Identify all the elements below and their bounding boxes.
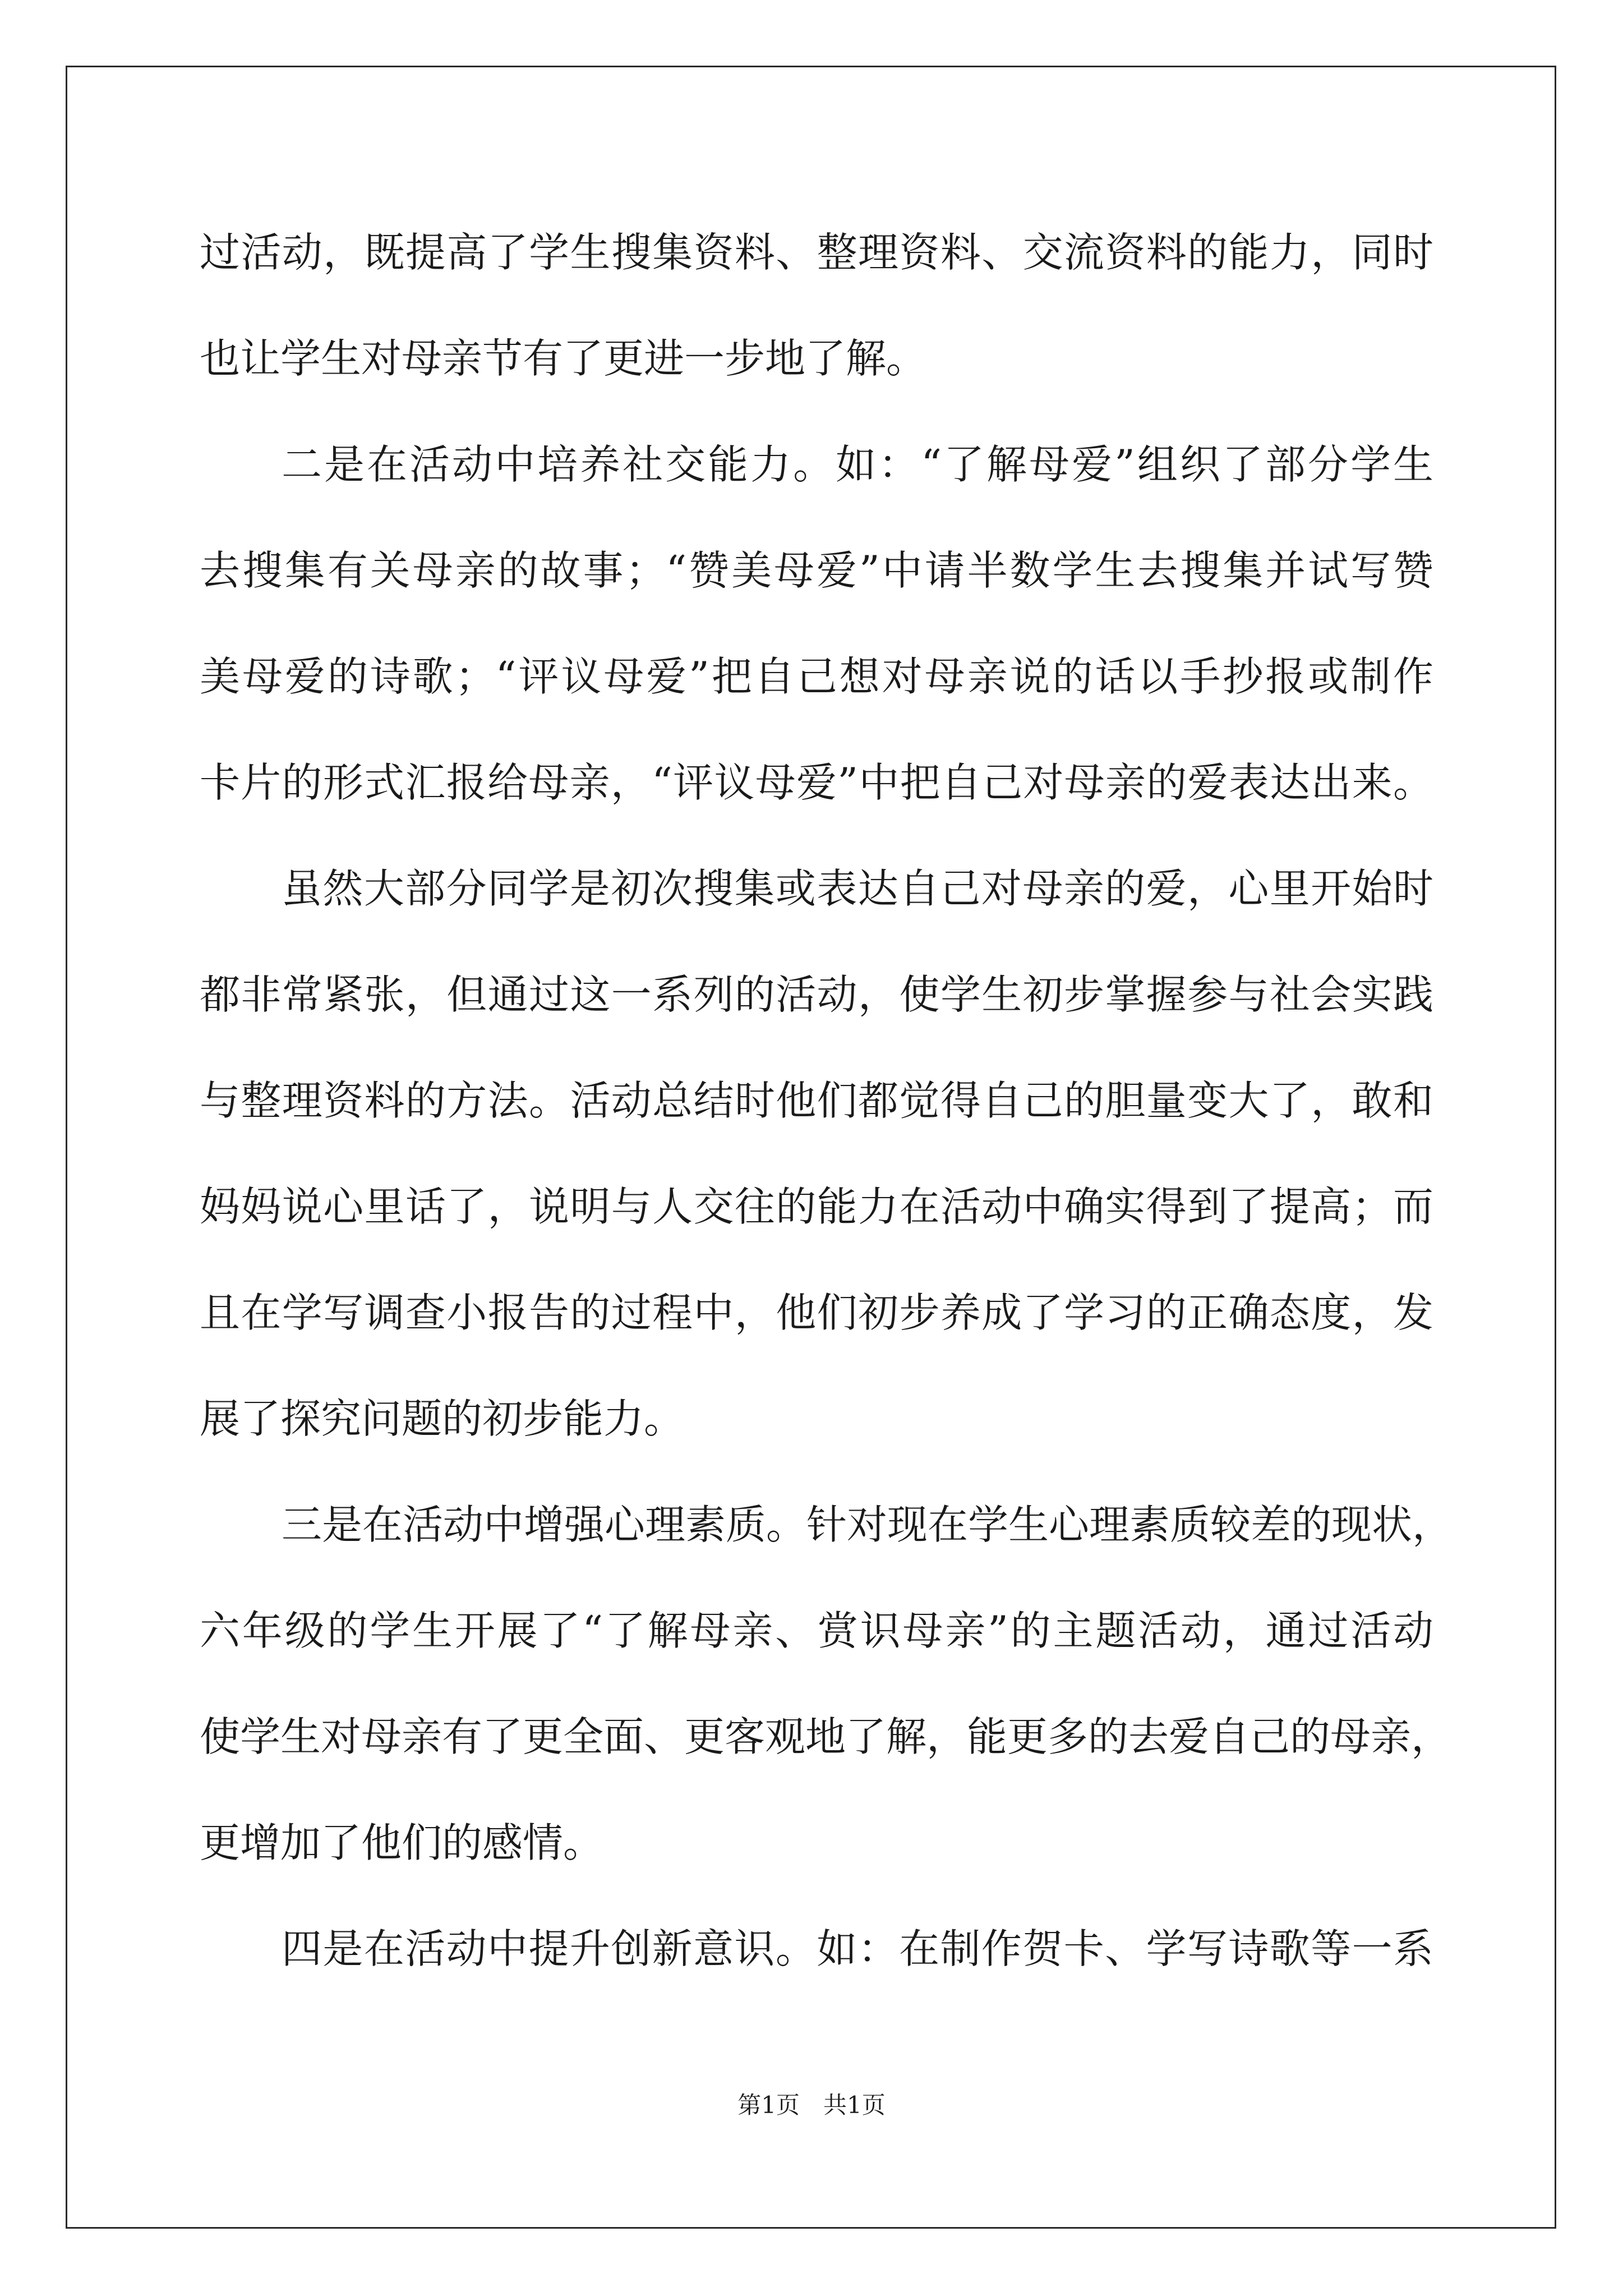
text-line: 也让学生对母亲节有了更进一步地了解。 [200, 335, 927, 382]
text-line: 六年级的学生开展了“了解母亲、赏识母亲”的主题活动，通过活动 [200, 1607, 1433, 1654]
text-line: 过活动，既提高了学生搜集资料、整理资料、交流资料的能力，同时 [200, 229, 1433, 276]
text-line: 且在学写调查小报告的过程中，他们初步养成了学习的正确态度，发 [200, 1289, 1433, 1336]
text-line: 去搜集有关母亲的故事；“赞美母爱”中请半数学生去搜集并试写赞 [200, 547, 1433, 594]
text-line: 卡片的形式汇报给母亲，“评议母爱”中把自己对母亲的爱表达出来。 [200, 759, 1433, 806]
text-line: 更增加了他们的感情。 [200, 1819, 604, 1866]
page-number: 第1页 共1页 [737, 2091, 886, 2119]
text-line: 虽然大部分同学是初次搜集或表达自己对母亲的爱，心里开始时 [282, 865, 1433, 912]
page-footer [0, 2087, 1623, 2120]
text-line: 与整理资料的方法。活动总结时他们都觉得自己的胆量变大了，敢和 [200, 1077, 1433, 1124]
text-line: 都非常紧张，但通过这一系列的活动，使学生初步掌握参与社会实践 [200, 971, 1433, 1018]
text-line: 二是在活动中培养社交能力。如：“了解母爱”组织了部分学生 [282, 441, 1433, 488]
text-line: 妈妈说心里话了，说明与人交往的能力在活动中确实得到了提高；而 [200, 1183, 1433, 1230]
text-line: 四是在活动中提升创新意识。如：在制作贺卡、学写诗歌等一系 [282, 1925, 1433, 1972]
document-body [200, 208, 1453, 2010]
text-line: 美母爱的诗歌；“评议母爱”把自己想对母亲说的话以手抄报或制作 [200, 653, 1433, 700]
text-line: 使学生对母亲有了更全面、更客观地了解，能更多的去爱自己的母亲， [200, 1713, 1452, 1760]
text-line: 展了探究问题的初步能力。 [200, 1395, 685, 1442]
text-line: 三是在活动中增强心理素质。针对现在学生心理素质较差的现状， [282, 1501, 1453, 1548]
